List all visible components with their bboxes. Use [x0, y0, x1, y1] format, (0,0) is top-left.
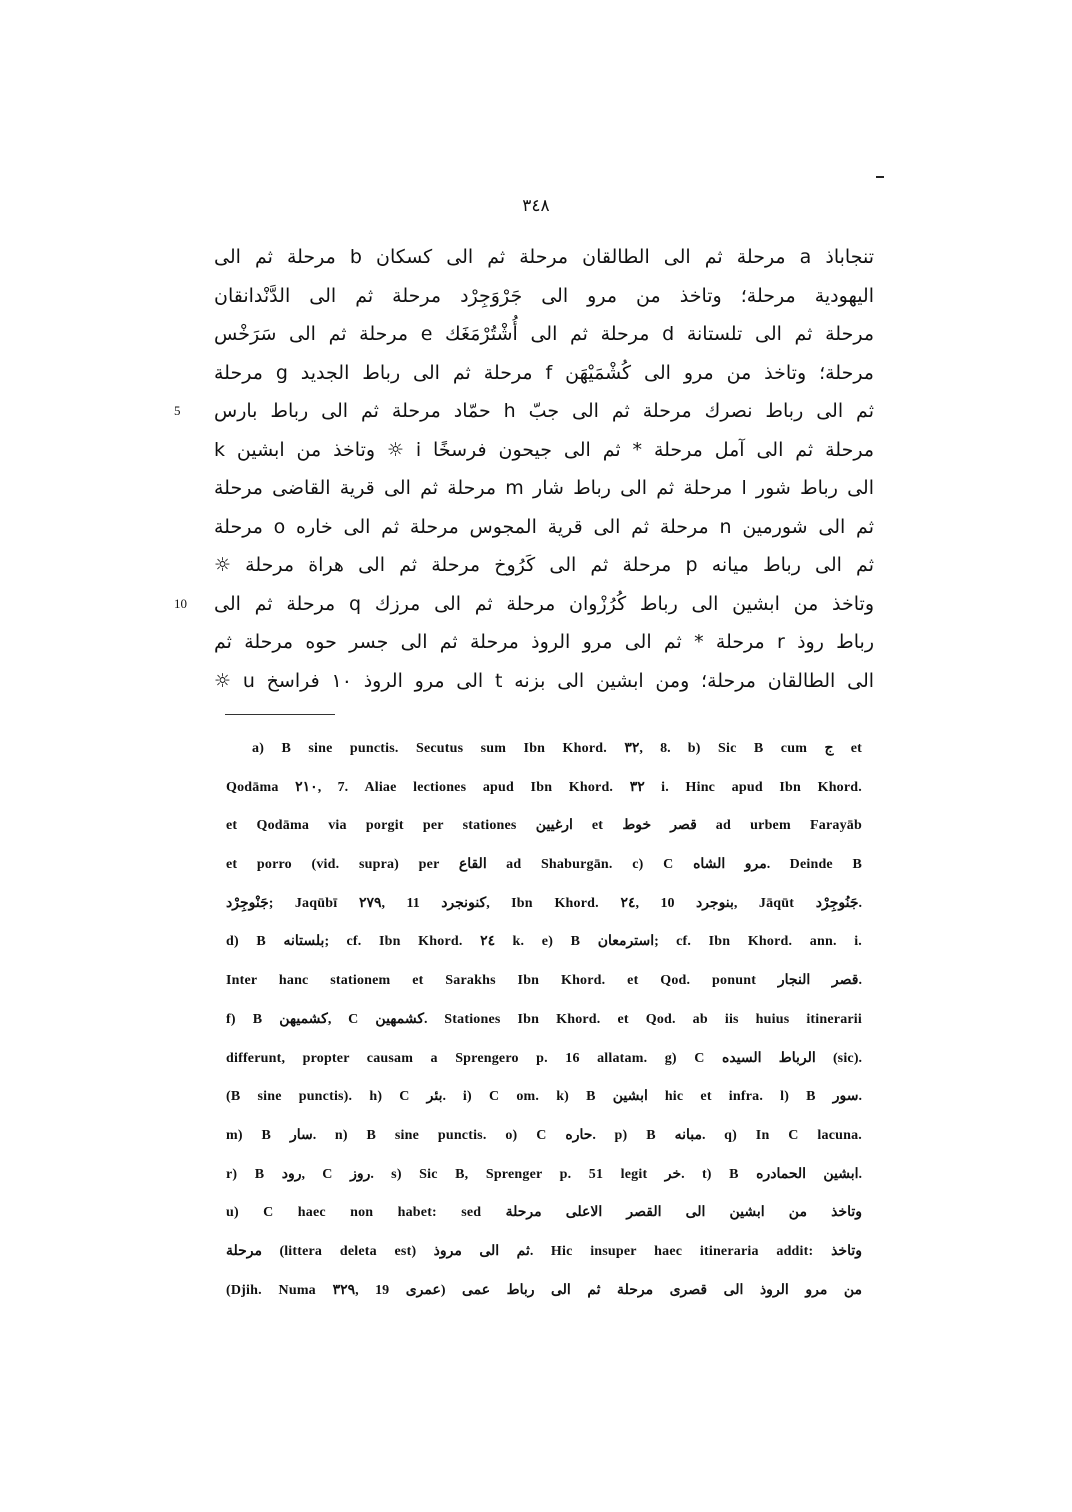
- footnote-line: (Djih. Numa ٣٢٩, 19 من مرو الروذ الى قصرى مرحلة ثم الى رباط عمى (عمرى: [226, 1282, 862, 1298]
- footnote-line: u) C haec non habet: sed وتاخذ من ابشين الى القصر الاعلى مرحلة: [226, 1205, 862, 1221]
- footnote-line: et porro (vid. supra) per القاع ad Shaburgān. c) C مرو الشاه. Deinde B: [226, 857, 863, 873]
- arabic-line: [214, 315, 874, 354]
- arabic-main-text: [174, 238, 875, 700]
- arabic-line: [174, 392, 874, 431]
- footnote-line: Inter hanc stationem et Sarakhs Ibn Khord. et Qod. ponunt قصر النجار.: [226, 973, 862, 989]
- arabic-line: [214, 546, 874, 585]
- line-number: 10: [174, 595, 187, 611]
- arabic-line: [214, 469, 874, 508]
- page-number: ٣٤٨: [522, 196, 550, 216]
- arabic-line: [214, 238, 874, 277]
- footnote-line: جَنْوجِرْد; Jaqūbī ٢٧٩, 11 كنونجرد, Ibn Khord. ٢٤, 10 بنوجرد, Jāqūt جَنُوجِرْد.: [226, 895, 863, 911]
- arabic-line-text: مرحلة ثم الى آمل مرحلة * ثم الى جيحون فرسخًا i ☼ وتاخذ من ابشين k: [214, 438, 874, 461]
- arabic-line: [214, 662, 874, 701]
- arabic-line: [214, 508, 874, 547]
- arabic-line-text: الى الطالقان مرحلة؛ ومن ابشين الى بزنه t الى مرو الروذ ١٠ فراسخ u ☼: [214, 669, 875, 692]
- arabic-line-text: الى رباط شور l مرحلة ثم الى رباط شار m مرحلة ثم الى قرية القاضى مرحلة: [214, 477, 874, 499]
- footnote-line: r) B رود, C روز. s) Sic B, Sprenger p. 51 legit خر. t) B ابشين الحمادره.: [226, 1166, 862, 1182]
- footnote-line: et Qodāma via porgit per stationes ارغيين et قصر خوط ad urbem Farayāb: [226, 818, 862, 834]
- arabic-line-text: وتاخذ من ابشين الى رباط كُرُزْوان مرحلة ثم الى مرزك q مرحلة ثم الى: [214, 592, 875, 615]
- footnote-line: مرحلة (littera deleta est) ثم الى مروذ. Hic insuper haec itineraria addit: وتاخذ: [226, 1243, 862, 1259]
- arabic-line-text: ثم الى رباط نصرك مرحلة ثم الى جبّ h حمّاد مرحلة ثم الى رباط بارس: [214, 400, 874, 422]
- arabic-line-text: تنجاباذ a مرحلة ثم الى الطالقان مرحلة ثم الى كسكان b مرحلة ثم الى: [214, 246, 874, 268]
- arabic-line: [214, 354, 874, 393]
- footnote-line: a) B sine punctis. Secutus sum Ibn Khord. ٣٢, 8. b) Sic B cum ج et: [252, 741, 862, 756]
- arabic-line-text: ثم الى رباط ميانه p مرحلة ثم الى كَرُوخ مرحلة ثم الى هراة مرحلة ☼: [214, 554, 874, 576]
- footnote-line: Qodāma ٢١٠, 7. Aliae lectiones apud Ibn Khord. ٣٢ i. Hinc apud Ibn Khord.: [226, 779, 862, 795]
- corner-mark: [876, 176, 884, 178]
- arabic-line: [174, 585, 875, 624]
- footnote-line: f) B كشميهن, C كشمهين. Stationes Ibn Khord. et Qod. ab iis huius itinerarii: [226, 1011, 862, 1027]
- arabic-line: [214, 623, 874, 662]
- footnote-line: differunt, propter causam a Sprengero p. 16 allatam. g) C الرباط السيده (sic).: [226, 1050, 862, 1066]
- arabic-line-text: اليهودية مرحلة؛ وتاخذ من مرو الى جَرْوَجِرْد مرحلة ثم الى الدَّنْدانقان: [214, 284, 874, 307]
- arabic-line-text: رباط روذ r مرحلة * ثم الى مرو الروذ مرحلة ثم الى جسر حوه مرحلة ثم: [214, 631, 874, 653]
- footnote-separator-rule: [225, 714, 335, 715]
- arabic-line-text: مرحلة؛ وتاخذ من مرو الى كُشْمَيْهَن f مرحلة ثم الى رباط الجديد g مرحلة: [214, 361, 874, 384]
- arabic-line: [214, 431, 874, 470]
- footnote-line: (B sine punctis). h) C بئر. i) C om. k) B ابشين hic et infra. l) B سور.: [226, 1089, 862, 1105]
- line-number: 5: [174, 403, 181, 418]
- arabic-line: [214, 277, 874, 316]
- arabic-line-text: ثم الى شورمين n مرحلة ثم الى قرية المجوس مرحلة ثم الى خاره o مرحلة: [214, 515, 874, 538]
- footnote-line: d) B بلستانه; cf. Ibn Khord. ٢٤ k. e) B استرمعان; cf. Ibn Khord. ann. i.: [226, 934, 862, 950]
- footnotes: [226, 730, 862, 1310]
- arabic-line-text: مرحلة ثم الى تلستانة d مرحلة ثم الى أُشْتُرْمَغَك e مرحلة ثم الى سَرَخْس: [214, 323, 874, 345]
- footnote-line: m) B سار. n) B sine punctis. o) C حاره. p) B مبانه. q) In C lacuna.: [226, 1127, 862, 1143]
